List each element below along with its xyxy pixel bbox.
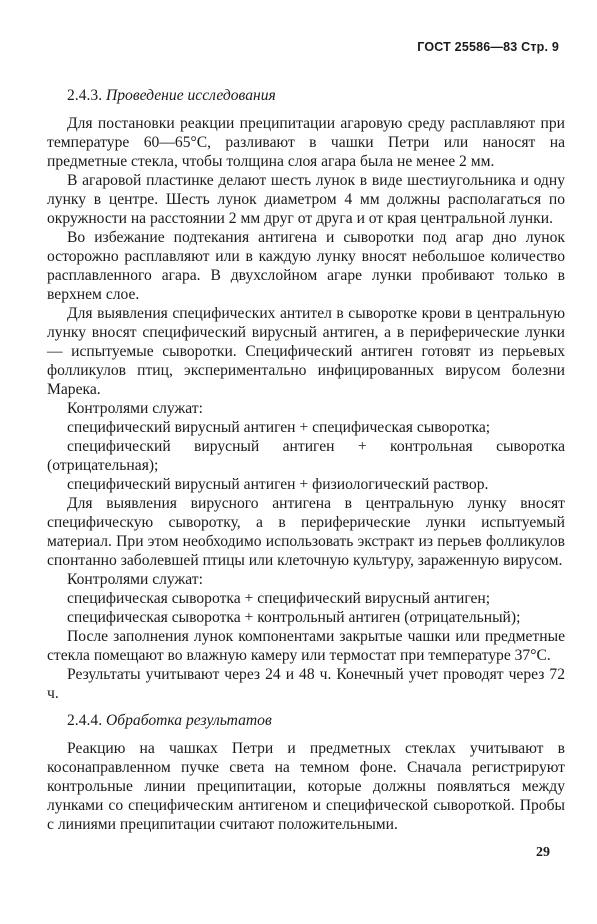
section-title: Проведение исследования (106, 87, 276, 104)
running-header: ГОСТ 25586—83 Стр. 9 (417, 40, 559, 54)
paragraph: Реакцию на чашках Петри и предметных стеклах учитывают в косонаправленном пучке света на темном фоне. Сначала регистрируют контрольные линии преципитации, которые должны появляться между лунками со специфическим антигеном и специфической сывороткой. Пробы с линиями преципитации считают положительными. (47, 740, 565, 833)
paragraph: Для выявления вирусного антигена в центральную лунку вносят специфическую сыворотку, а в периферические лунки испытуемый материал. При этом необходимо использовать экстракт из перьев фолликулов спонтанно заболевшей птицы или клеточную культуру, зараженную вирусом. (47, 495, 565, 569)
section-heading-2-4-4 (67, 711, 565, 730)
section-number: 2.4.3. (67, 87, 103, 104)
paragraph: Во избежание подтекания антигена и сыворотки под агар дно лунок осторожно расплавляют или в каждую лунку вносят небольшое количество расплавленного агара. В двухслойном агаре лунки пробивают только в верхнем слое. (47, 229, 565, 303)
paragraph: Контролями служат: (67, 571, 203, 588)
section-title: Обработка результатов (106, 712, 272, 729)
section-number: 2.4.4. (67, 712, 103, 729)
list-item: специфический вирусный антиген + специфическая сыворотка; (67, 419, 491, 436)
paragraph: Для постановки реакции преципитации агаровую среду расплавляют при температуре 60—65°С, разливают в чашки Петри или наносят на предметные стекла, чтобы толщина слоя агара была не менее 2 мм. (47, 115, 565, 170)
paragraph: Для выявления специфических антител в сыворотке крови в центральную лунку вносят специфический вирусный антиген, а в периферические лунки — испытуемые сыворотки. Специфический антиген готовят из перьевых фолликулов птиц, экспериментально инфицированных вирусом болезни Марека. (47, 305, 565, 398)
paragraph: Результаты учитывают через 24 и 48 ч. Конечный учет проводят через 72 ч. (47, 666, 565, 702)
section-heading-2-4-3 (67, 86, 565, 105)
paragraph: После заполнения лунок компонентами закрытые чашки или предметные стекла помещают во влажную камеру или термостат при температуре 37°С. (47, 628, 565, 664)
list-item: специфический вирусный антиген + контрольная сыворотка (отрицательная); (47, 438, 565, 474)
page-number: 29 (536, 845, 550, 860)
document-body (47, 78, 565, 834)
list-item: специфический вирусный антиген + физиологический раствор. (67, 476, 489, 493)
paragraph: Контролями служат: (67, 400, 203, 417)
list-item: специфическая сыворотка + контрольный антиген (отрицательный); (67, 609, 521, 626)
list-item: специфическая сыворотка + специфический вирусный антиген; (67, 590, 491, 607)
paragraph: В агаровой пластинке делают шесть лунок в виде шестиугольника и одну лунку в центре. Шесть лунок диаметром 4 мм должны располагаться по окружности на расстоянии 2 мм друг от друга и от края центральной лунки. (47, 172, 565, 227)
